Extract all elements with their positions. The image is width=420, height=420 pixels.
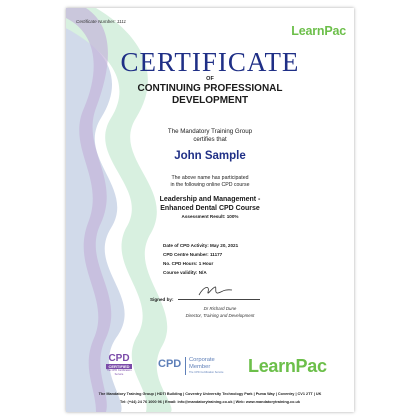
corporate-line-2: Member <box>189 364 211 370</box>
corporate-divider <box>185 357 186 375</box>
corporate-sub-text: The CPD Certification Service <box>189 371 224 374</box>
logo-bottom-pac: Pac <box>295 356 327 376</box>
learnpac-logo-top <box>291 24 346 38</box>
recipient-name: John Sample <box>174 150 246 162</box>
course-line-1: Leadership and Management - <box>159 196 261 203</box>
corporate-line-1: Corporate <box>189 357 215 363</box>
course-validity: Course validity: N/A <box>163 270 207 275</box>
certifies-that: certifies that <box>193 136 227 143</box>
certificate-number: Certificate Number: 1111 <box>76 19 127 24</box>
cpd-badge-sub: The CPD Certification Service <box>106 369 132 376</box>
signer-block <box>166 305 274 319</box>
participation-statement <box>66 175 354 189</box>
signed-by-label: Signed by: <box>150 297 174 302</box>
logo-pac-text: Pac <box>324 24 346 38</box>
signer-title: Director, Training and Development <box>185 313 255 318</box>
certificate-title: CERTIFICATE <box>120 47 300 77</box>
signer-name: Dr Richard Dune <box>203 306 237 311</box>
cpd-badge-main: CPD <box>108 353 130 364</box>
corporate-cpd-text: CPD <box>158 358 182 370</box>
cpd-date: Date of CPD Activity: May 20, 2021 <box>163 243 239 248</box>
corporate-member-text <box>189 357 215 371</box>
certificate-page <box>66 8 354 412</box>
footer-contact: Tel: (+44) 24 76 1000 96 | Email: info@mandatorytraining.co.uk | Web: www.mandatorytraining.co.uk <box>120 400 300 404</box>
issuer-name: The Mandatory Training Group <box>167 128 253 135</box>
learnpac-logo-bottom <box>248 356 327 377</box>
cpd-centre-number: CPD Centre Number: 11177 <box>163 252 223 257</box>
title-of: OF <box>206 76 214 82</box>
cpd-details <box>163 241 238 277</box>
logo-learn-text: Learn <box>291 24 325 38</box>
subtitle-line-1: CONTINUING PROFESSIONAL <box>137 83 283 94</box>
certificate-subtitle <box>66 83 354 107</box>
course-line-2: Enhanced Dental CPD Course <box>160 205 260 212</box>
course-title <box>66 195 354 213</box>
logo-bottom-learn: Learn <box>248 356 296 376</box>
cpd-hours: No. CPD Hours: 1 Hour <box>163 261 214 266</box>
cpd-badge-certified: CERTIFIED <box>106 364 132 369</box>
signature-image <box>196 282 236 300</box>
issuer-block <box>66 128 354 144</box>
assessment-result: Assessment Result: 100% <box>181 214 239 219</box>
subtitle-line-2: DEVELOPMENT <box>171 95 249 106</box>
cpd-certified-badge <box>106 354 132 376</box>
footer-address: The Mandatory Training Group | HDTI Building | Coventry University Technology Park | Puma Way | Coventry | CV1 2TT | UK <box>98 392 322 396</box>
participation-line-2: in the following online CPD course <box>170 182 250 188</box>
signature-line <box>178 299 260 300</box>
participation-line-1: The above name has participated <box>171 175 249 181</box>
